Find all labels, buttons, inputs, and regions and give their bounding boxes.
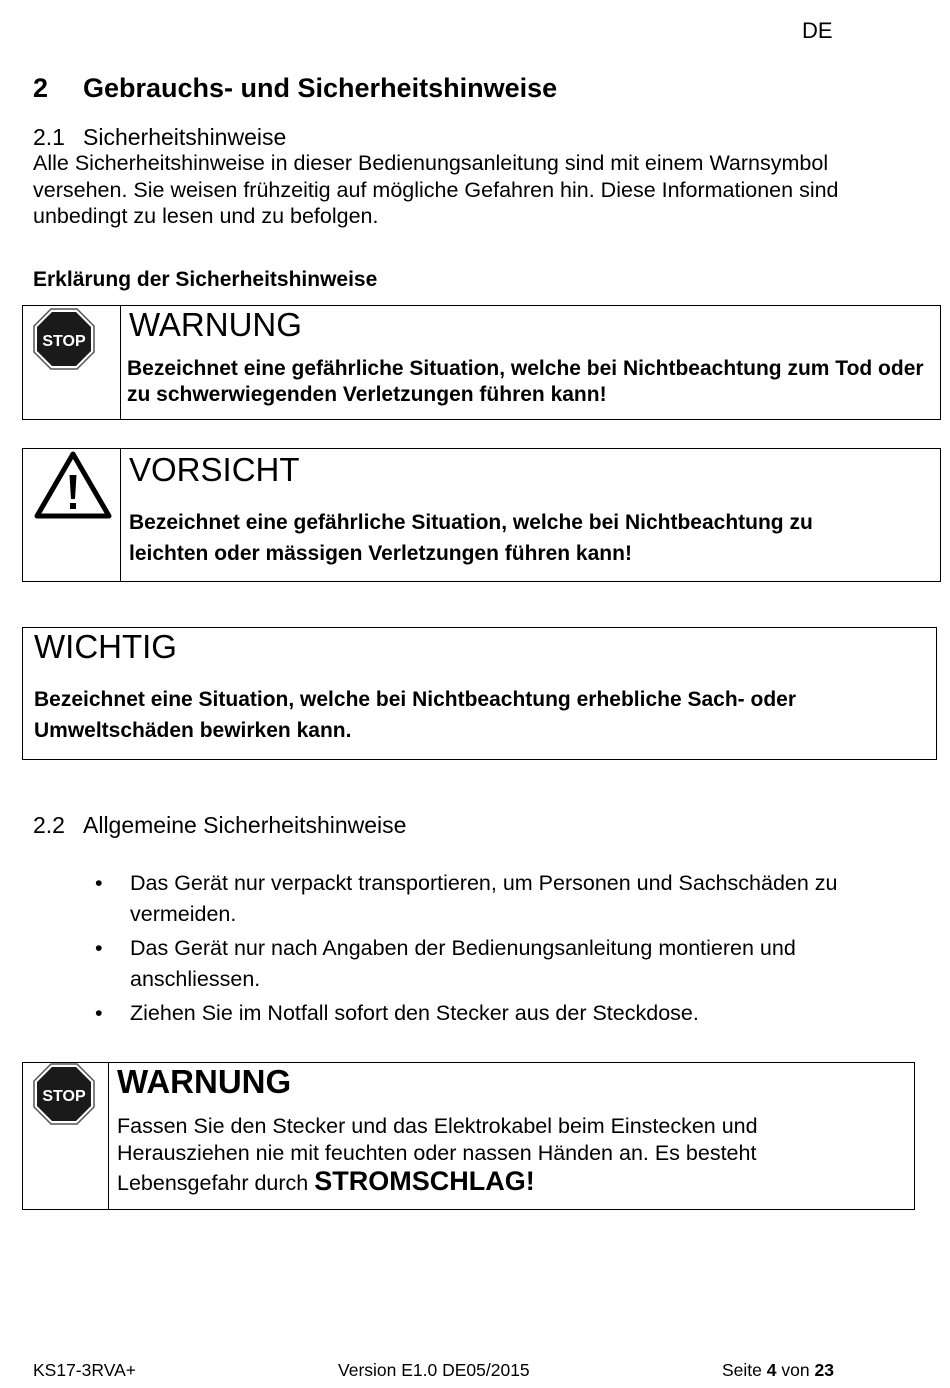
warning-title: WARNUNG: [129, 306, 302, 343]
bullet-symbol: •: [95, 936, 103, 960]
section-title: Gebrauchs- und Sicherheitshinweise: [83, 73, 558, 103]
subsection-title: Allgemeine Sicherheitshinweise: [83, 812, 407, 838]
list-item: [95, 933, 915, 995]
list-item-text: Das Gerät nur verpackt transportieren, um Personen und Sachschäden zu vermeiden.: [130, 871, 838, 926]
warning-text: [117, 1113, 758, 1198]
subsection-title: Sicherheitshinweise: [83, 124, 287, 150]
stop-sign-text: STOP: [42, 1088, 86, 1105]
caution-box: [22, 448, 941, 582]
footer-page-number: [722, 1360, 834, 1381]
warning-text-prefix: Lebensgefahr durch: [117, 1171, 309, 1195]
page-prefix: Seite: [722, 1360, 762, 1380]
warning-box: [22, 305, 941, 420]
subsection-number: 2.1: [33, 124, 65, 150]
language-label: DE: [802, 18, 833, 43]
section-heading: [33, 73, 557, 104]
footer-model: KS17-3RVA+: [33, 1360, 136, 1380]
list-item-text: Ziehen Sie im Notfall sofort den Stecker aus der Steckdose.: [130, 1001, 699, 1025]
list-item: [95, 998, 915, 1029]
subsection-heading-2-2: [33, 812, 406, 839]
list-item-text: Das Gerät nur nach Angaben der Bedienungsanleitung montieren und anschliessen.: [130, 936, 796, 991]
bullet-symbol: •: [95, 871, 103, 895]
warning-text-line: Fassen Sie den Stecker und das Elektrokabel beim Einstecken und: [117, 1114, 758, 1138]
stop-sign-text: STOP: [42, 333, 86, 350]
caution-icon-cell: [23, 449, 121, 581]
warning-text-line: Herausziehen nie mit feuchten oder nassen Händen an. Es besteht: [117, 1140, 757, 1165]
stop-sign-icon: [33, 1063, 95, 1125]
list-item: [95, 868, 915, 930]
important-text-line: Bezeichnet eine Situation, welche bei Nichtbeachtung erhebliche Sach- oder: [34, 688, 796, 711]
caution-title: VORSICHT: [129, 451, 300, 488]
warning-title: WARNUNG: [117, 1063, 292, 1100]
electric-shock-emphasis: STROMSCHLAG!: [314, 1166, 535, 1196]
safety-bullet-list: [95, 868, 915, 1032]
page-of: von: [781, 1360, 810, 1380]
caution-text: [129, 507, 813, 569]
section-number: 2: [33, 73, 49, 103]
footer-version: Version E1.0 DE05/2015: [338, 1360, 530, 1380]
warning-icon-cell: [23, 1063, 109, 1209]
stop-sign-icon: [33, 308, 95, 370]
explanation-heading: Erklärung der Sicherheitshinweise: [33, 268, 378, 291]
subsection-number: 2.2: [33, 812, 65, 838]
bullet-symbol: •: [95, 1001, 103, 1025]
important-text: [34, 684, 796, 746]
intro-paragraph: Alle Sicherheitshinweise in dieser Bedienungsanleitung sind mit einem Warnsymbol versehen. Sie weisen frühzeitig auf mögliche Gefahren hin. Diese Informationen sind unbedingt zu lesen und zu befolgen.: [33, 151, 839, 228]
warning-text: Bezeichnet eine gefährliche Situation, welche bei Nichtbeachtung zum Tod oder zu schwerwiegenden Verletzungen führen kann!: [127, 357, 924, 406]
important-box: [22, 627, 937, 760]
warning-icon-cell: [23, 306, 121, 419]
caution-text-line: Bezeichnet eine gefährliche Situation, welche bei Nichtbeachtung zu: [129, 511, 813, 534]
page-current: 4: [766, 1360, 777, 1380]
warning-triangle-icon: [34, 451, 112, 519]
important-title: WICHTIG: [34, 628, 177, 665]
subsection-heading-2-1: [33, 124, 286, 151]
caution-text-line: leichten oder mässigen Verletzungen führen kann!: [129, 542, 632, 565]
page-total: 23: [814, 1360, 834, 1380]
important-text-line: Umweltschäden bewirken kann.: [34, 719, 352, 742]
electric-shock-warning-box: [22, 1062, 915, 1210]
warning-text-line: [117, 1166, 758, 1198]
